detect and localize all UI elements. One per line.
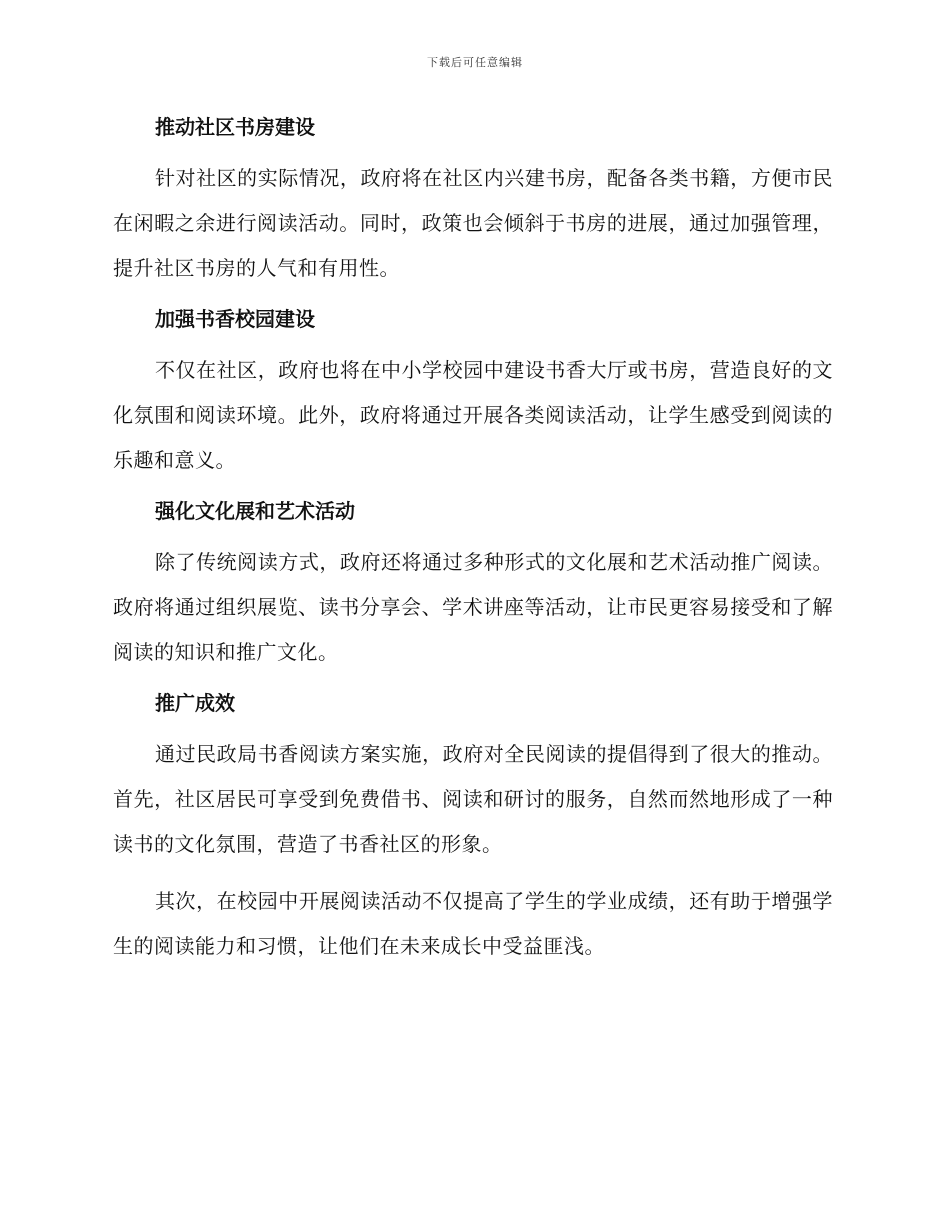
page-header: 下载后可任意编辑 [427, 56, 523, 69]
section-heading: 强化文化展和艺术活动 [155, 499, 355, 523]
section-campus-reading [113, 297, 833, 483]
section-paragraph: 针对社区的实际情况，政府将在社区内兴建书房，配备各类书籍，方便市民在闲暇之余进行阅读活动。同时，政策也会倾斜于书房的进展，通过加强管理，提升社区书房的人气和有用性。 [113, 166, 833, 280]
section-paragraph: 不仅在社区，政府也将在中小学校园中建设书香大厅或书房，营造良好的文化氛围和阅读环境。此外，政府将通过开展各类阅读活动，让学生感受到阅读的乐趣和意义。 [113, 358, 833, 472]
section-paragraph: 除了传统阅读方式，政府还将通过多种形式的文化展和艺术活动推广阅读。政府将通过组织展览、读书分享会、学术讲座等活动，让市民更容易接受和了解阅读的知识和推广文化。 [113, 550, 833, 664]
section-heading: 加强书香校园建设 [155, 307, 315, 331]
section-results [113, 681, 833, 969]
section-paragraph: 其次，在校园中开展阅读活动不仅提高了学生的学业成绩，还有助于增强学生的阅读能力和习惯，让他们在未来成长中受益匪浅。 [113, 889, 833, 958]
section-culture-art [113, 489, 833, 675]
section-paragraph: 通过民政局书香阅读方案实施，政府对全民阅读的提倡得到了很大的推动。首先，社区居民可享受到免费借书、阅读和研讨的服务，自然而然地形成了一种读书的文化氛围，营造了书香社区的形象。 [113, 742, 833, 856]
section-heading: 推广成效 [155, 691, 235, 715]
section-heading: 推动社区书房建设 [155, 115, 315, 139]
section-community-study [113, 105, 833, 291]
document-body [113, 105, 833, 975]
